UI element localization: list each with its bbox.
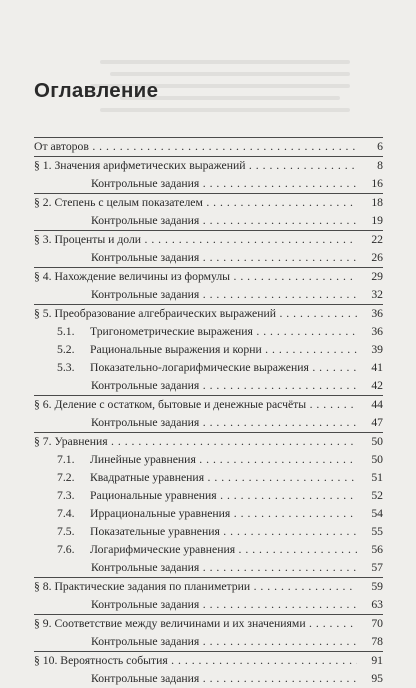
toc-entry: [34, 230, 383, 249]
toc-entry-title: Квадратные уравнения . . .: [90, 469, 357, 487]
toc-entry-page: 78: [371, 635, 383, 648]
toc-entry-page: 22: [371, 233, 383, 246]
table-of-contents: [34, 137, 383, 688]
toc-entry: [34, 451, 383, 469]
toc-entry-title: Контрольные задания . . .: [91, 596, 357, 614]
toc-entry: [34, 341, 383, 359]
toc-entry: [34, 323, 383, 341]
toc-entry: [34, 469, 383, 487]
toc-entry: [34, 541, 383, 559]
toc-entry-title: Контрольные задания . . .: [91, 286, 357, 304]
toc-entry: [34, 414, 383, 432]
toc-entry: [34, 596, 383, 614]
toc-entry-page: 8: [377, 159, 383, 172]
toc-entry-number: 7.5.: [57, 525, 75, 538]
toc-entry-number: 7.2.: [57, 471, 75, 484]
toc-entry-page: 51: [371, 471, 383, 484]
toc-entry-title: § 10. Вероятность события . . .: [34, 652, 357, 670]
toc-entry: [34, 633, 383, 651]
toc-entry: [34, 304, 383, 323]
toc-entry-page: 19: [371, 214, 383, 227]
page-title: Оглавление: [34, 79, 159, 102]
toc-entry-title: Контрольные задания . . .: [91, 633, 357, 651]
toc-entry: [34, 523, 383, 541]
toc-entry-number: 7.1.: [57, 453, 75, 466]
toc-entry-number: 5.1.: [57, 325, 75, 338]
toc-entry-title: Контрольные задания . . .: [91, 175, 357, 193]
toc-entry-page: 57: [371, 561, 383, 574]
toc-entry-title: Рациональные уравнения . . .: [90, 487, 357, 505]
toc-entry-title: § 9. Соответствие между величинами и их значениями . . .: [34, 615, 357, 633]
toc-entry-page: 59: [371, 580, 383, 593]
toc-entry-title: § 5. Преобразование алгебраических выражений . . .: [34, 305, 357, 323]
toc-entry: [34, 651, 383, 670]
toc-entry-number: 5.3.: [57, 361, 75, 374]
toc-entry-page: 32: [371, 288, 383, 301]
toc-entry-title: Показательные уравнения . . .: [90, 523, 357, 541]
toc-entry: [34, 432, 383, 451]
toc-entry-title: Линейные уравнения . . .: [90, 451, 357, 469]
bleed-through-text: [60, 0, 416, 130]
toc-entry-page: 70: [371, 617, 383, 630]
toc-entry-title: § 1. Значения арифметических выражений . . .: [34, 157, 357, 175]
toc-entry-title: § 7. Уравнения . . .: [34, 433, 357, 451]
toc-entry-page: 41: [371, 361, 383, 374]
toc-entry-page: 95: [371, 672, 383, 685]
toc-entry-title: Контрольные задания . . .: [91, 414, 357, 432]
toc-entry-page: 47: [371, 416, 383, 429]
toc-entry-page: 39: [371, 343, 383, 356]
toc-entry-title: От авторов . . .: [34, 138, 357, 156]
toc-entry-page: 36: [371, 307, 383, 320]
toc-entry: [34, 175, 383, 193]
toc-entry: [34, 156, 383, 175]
toc-entry-title: § 8. Практические задания по планиметрии . . .: [34, 578, 357, 596]
toc-entry: [34, 577, 383, 596]
toc-entry-page: 6: [377, 140, 383, 153]
toc-entry: [34, 249, 383, 267]
toc-entry-page: 42: [371, 379, 383, 392]
toc-entry: [34, 267, 383, 286]
toc-entry-title: § 2. Степень с целым показателем . . .: [34, 194, 357, 212]
toc-entry-number: 7.6.: [57, 543, 75, 556]
toc-entry-page: 52: [371, 489, 383, 502]
toc-entry: [34, 505, 383, 523]
toc-entry-page: 18: [371, 196, 383, 209]
toc-entry-title: § 6. Деление с остатком, бытовые и денежные расчёты . . .: [34, 396, 357, 414]
toc-entry: [34, 395, 383, 414]
toc-entry-number: 7.3.: [57, 489, 75, 502]
toc-entry-page: 50: [371, 453, 383, 466]
toc-entry-title: Логарифмические уравнения . . .: [90, 541, 357, 559]
toc-entry: [34, 614, 383, 633]
toc-entry: [34, 670, 383, 688]
toc-entry-page: 16: [371, 177, 383, 190]
toc-entry: [34, 286, 383, 304]
toc-entry-number: 5.2.: [57, 343, 75, 356]
toc-entry-title: Иррациональные уравнения . . .: [90, 505, 357, 523]
toc-entry-page: 56: [371, 543, 383, 556]
toc-entry-title: Контрольные задания . . .: [91, 559, 357, 577]
toc-entry-page: 50: [371, 435, 383, 448]
toc-entry: [34, 137, 383, 156]
toc-entry-title: Контрольные задания . . .: [91, 249, 357, 267]
toc-entry-page: 55: [371, 525, 383, 538]
toc-entry-page: 44: [371, 398, 383, 411]
toc-entry-page: 63: [371, 598, 383, 611]
toc-entry-title: Контрольные задания . . .: [91, 377, 357, 395]
toc-entry: [34, 212, 383, 230]
toc-entry-title: Контрольные задания . . .: [91, 670, 357, 688]
toc-entry: [34, 559, 383, 577]
toc-entry-title: Контрольные задания . . .: [91, 212, 357, 230]
toc-entry-title: § 4. Нахождение величины из формулы . . .: [34, 268, 357, 286]
toc-entry-page: 29: [371, 270, 383, 283]
toc-entry: [34, 377, 383, 395]
toc-entry-number: 7.4.: [57, 507, 75, 520]
toc-entry-title: § 3. Проценты и доли . . .: [34, 231, 357, 249]
toc-entry-page: 36: [371, 325, 383, 338]
toc-entry: [34, 359, 383, 377]
toc-entry: [34, 487, 383, 505]
toc-entry: [34, 193, 383, 212]
toc-entry-title: Тригонометрические выражения . . .: [90, 323, 357, 341]
toc-entry-page: 26: [371, 251, 383, 264]
toc-entry-title: Рациональные выражения и корни . . .: [90, 341, 357, 359]
toc-entry-page: 54: [371, 507, 383, 520]
toc-entry-page: 91: [371, 654, 383, 667]
toc-entry-title: Показательно-логарифмические выражения . . .: [90, 359, 357, 377]
